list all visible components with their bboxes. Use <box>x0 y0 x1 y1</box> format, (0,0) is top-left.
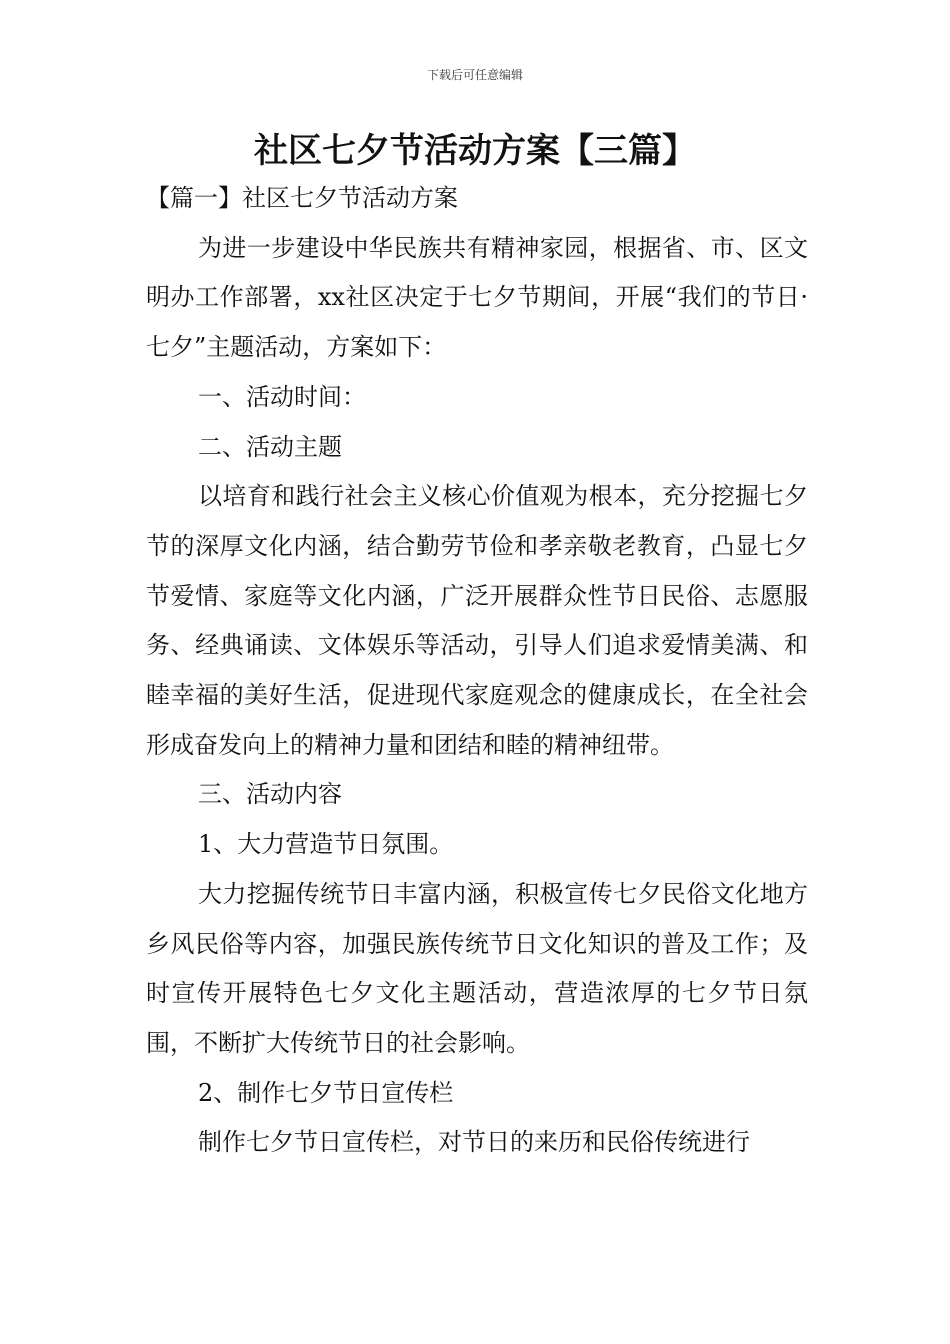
document-body <box>146 174 808 1168</box>
paragraph: 2、制作七夕节日宣传栏 <box>198 1078 454 1107</box>
paragraph: 二、活动主题 <box>198 432 342 461</box>
paragraph: 为进一步建设中华民族共有精神家园，根据省、市、区文明办工作部署，xx社区决定于七夕节期间，开展“我们的节日·七夕”主题活动，方案如下： <box>146 233 808 362</box>
paragraph: 三、活动内容 <box>198 780 342 809</box>
header-note: 下载后可任意编辑 <box>426 68 523 82</box>
section-heading: 【篇一】社区七夕节活动方案 <box>146 184 458 212</box>
paragraph: 制作七夕节日宣传栏，对节日的来历和民俗传统进行 <box>198 1128 750 1157</box>
document-title: 社区七夕节活动方案【三篇】 <box>254 131 696 171</box>
paragraph: 以培育和践行社会主义核心价值观为根本，充分挖掘七夕节的深厚文化内涵，结合勤劳节俭和孝亲敬老教育，凸显七夕节爱情、家庭等文化内涵，广泛开展群众性节日民俗、志愿服务、经典诵读、文体娱乐等活动，引导人们追求爱情美满、和睦幸福的美好生活，促进现代家庭观念的健康成长，在全社会形成奋发向上的精神力量和团结和睦的精神纽带。 <box>146 482 808 759</box>
paragraph: 大力挖掘传统节日丰富内涵，积极宣传七夕民俗文化地方乡风民俗等内容，加强民族传统节日文化知识的普及工作；及时宣传开展特色七夕文化主题活动，营造浓厚的七夕节日氛围，不断扩大传统节日的社会影响。 <box>146 879 808 1057</box>
paragraph: 一、活动时间： <box>198 382 366 411</box>
paragraph: 1、大力营造节日氛围。 <box>198 830 454 859</box>
